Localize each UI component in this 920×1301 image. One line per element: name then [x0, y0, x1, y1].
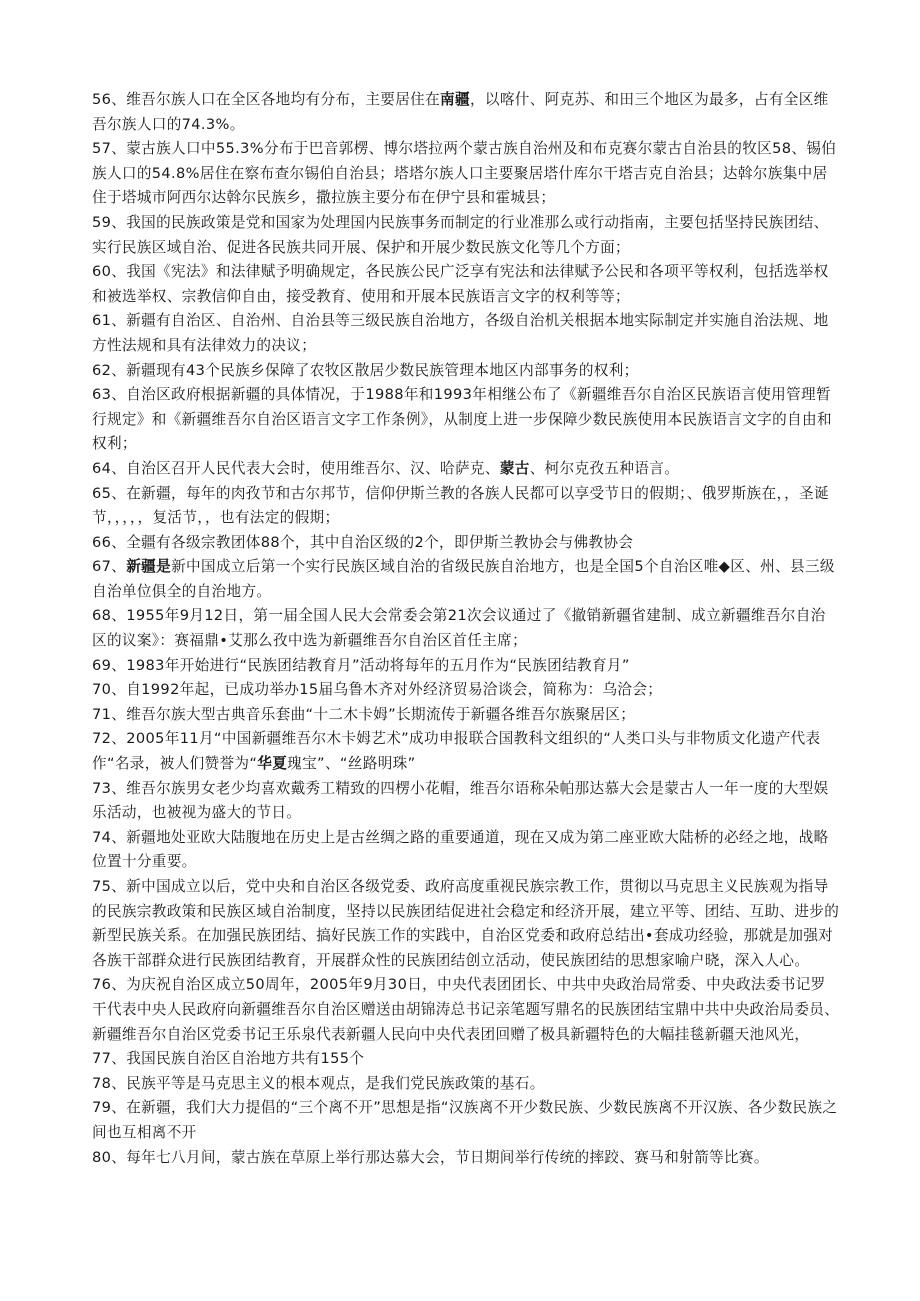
item-75: 75、新中国成立以后，党中央和自治区各级党委、政府高度重视民族宗教工作，贯彻以马克思主义民族观为指导的民族宗教政策和民族区域自治制度，坚持以民族团结促进社会稳定和经济开展，建立平等、团结、互助、进步的新型民族关系。在加强民族团结、搞好民族工作的实践中，自治区党委和政府总结出•套成功经验，那就是加强对各族干部群众进行民族团结教育，开展群众性的民族团结创立活动，使民族团结的思想家喻户晓，深入人心。 [92, 878, 840, 969]
item-79: 79、在新疆，我们大力提倡的“三个离不开”思想是指“汉族离不开少数民族、少数民族离不开汉族、各少数民族之间也互相离不开 [92, 1099, 838, 1141]
item-72: 72、2005年11月“中国新疆维吾尔木卡姆艺术”成功申报联合国教科文组织的“人类口头与非物质文化遗产代表作“名录，被人们赞誉为“华夏瑰宝”、“丝路明珠” [92, 730, 821, 773]
item-70: 70、自1992年起，已成功举办15届乌鲁木齐对外经济贸易洽谈会，简称为：乌洽会； [92, 681, 663, 699]
item-65: 65、在新疆，每年的肉孜节和古尔邦节，信仰伊斯兰教的各族人民都可以享受节日的假期；、俄罗斯族在，，圣诞节，，，，，复活节，，也有法定的假期； [92, 484, 829, 527]
bold-term: 南疆 [440, 91, 470, 108]
item-64: 64、自治区召开人民代表大会时，使用维吾尔、汉、哈萨克、蒙古、柯尔克孜五种语言。 [92, 459, 680, 477]
item-74: 74、新疆地处亚欧大陆腹地在历史上是古丝绸之路的重要通道，现在又成为第二座亚欧大陆桥的必经之地，战略位置十分重要。 [92, 828, 829, 871]
item-57-58: 57、蒙古族人口中55.3%分布于巴音郭楞、博尔塔拉两个蒙古族自治州及和布克赛尔蒙古自治县的牧区58、锡伯族人口的54.8%居住在察布查尔锡伯自治县；塔塔尔族人口主要聚居塔什库尔干塔吉克自治县；达斡尔族集中居住于塔城市阿西尔达斡尔民族乡，撒拉族主要分布在伊宁县和霍城县； [92, 140, 837, 207]
item-76: 76、为庆祝自治区成立50周年，2005年9月30日，中央代表团团长、中共中央政治局常委、中央政法委书记罗干代表中央人民政府向新疆维吾尔自治区赠送由胡锦涛总书记亲笔题写鼎名的民族团结宝鼎中共中央政治局委员、新疆维吾尔自治区党委书记王乐泉代表新疆人民向中央代表团回赠了极具新疆特色的大幅挂毯新疆天池风光， [92, 976, 840, 1043]
item-71: 71、维吾尔族大型古典音乐套曲“十二木卡姆”长期流传于新疆各维吾尔族聚居区； [92, 705, 636, 723]
item-63: 63、自治区政府根据新疆的具体情况，于1988年和1993年相继公布了《新疆维吾尔自治区民族语言使用管理暂行规定》和《新疆维吾尔自治区语言文字工作条例》，从制度上进一步保障少数民族使用本民族语言文字的自由和权利； [92, 386, 832, 453]
bold-term: 华夏 [257, 755, 288, 773]
item-73: 73、维吾尔族男女老少均喜欢戴秀工精致的四楞小花帽，维吾尔语称朵帕那达慕大会是蒙古人一年一度的大型娱乐活动，也被视为盛大的节日。 [92, 779, 829, 822]
item-80: 80、每年七八月间，蒙古族在草原上举行那达慕大会，节日期间举行传统的摔跤、赛马和射箭等比赛。 [92, 1148, 769, 1166]
item-69: 69、1983年开始进行“民族团结教育月”活动将每年的五月作为“民族团结教育月” [92, 656, 630, 674]
document-body [92, 88, 840, 1170]
item-56: 56、维吾尔族人口在全区各地均有分布，主要居住在南疆，以喀什、阿克苏、和田三个地区为最多，占有全区维吾尔族人口的74.3%。 [92, 91, 829, 133]
item-67: 67、新疆是新中国成立后第一个实行民族区域自治的省级民族自治地方，也是全国5个自治区唯◆区、州、县三级自治单位俱全的自治地方。 [92, 558, 835, 600]
item-61: 61、新疆有自治区、自治州、自治县等三级民族自治地方，各级自治机关根据本地实际制定并实施自治法规、地方性法规和具有法律效力的决议； [92, 312, 829, 354]
item-62: 62、新疆现有43个民族乡保障了农牧区散居少数民族管理本地区内部事务的权利； [92, 361, 639, 379]
item-60: 60、我国《宪法》和法律赋予明确规定，各民族公民广泛享有宪法和法律赋予公民和各项平等权利，包括选举权和被选举权、宗教信仰自由，接受教育、使用和开展本民族语言文字的权利等等； [92, 263, 829, 305]
item-68: 68、1955年9月12日，第一届全国人民大会常委会第21次会议通过了《撤销新疆省建制、成立新疆维吾尔自治区的议案》：赛福鼎•艾那么孜中选为新疆维吾尔自治区首任主席； [92, 607, 826, 650]
item-77: 77、我国民族自治区自治地方共有155个 [92, 1050, 365, 1068]
item-59: 59、我国的民族政策是党和国家为处理国内民族事务而制定的行业准那么或行动指南，主要包括坚持民族团结、实行民族区域自治、促进各民族共同开展、保护和开展少数民族文化等几个方面； [92, 213, 829, 256]
item-78: 78、民族平等是马克思主义的根本观点，是我们党民族政策的基石。 [92, 1074, 545, 1092]
bold-term: 蒙古 [499, 459, 530, 477]
item-66: 66、全疆有各级宗教团体88个，其中自治区级的2个，即伊斯兰教协会与佛教协会 [92, 533, 634, 551]
bold-term: 新疆是 [126, 558, 172, 576]
